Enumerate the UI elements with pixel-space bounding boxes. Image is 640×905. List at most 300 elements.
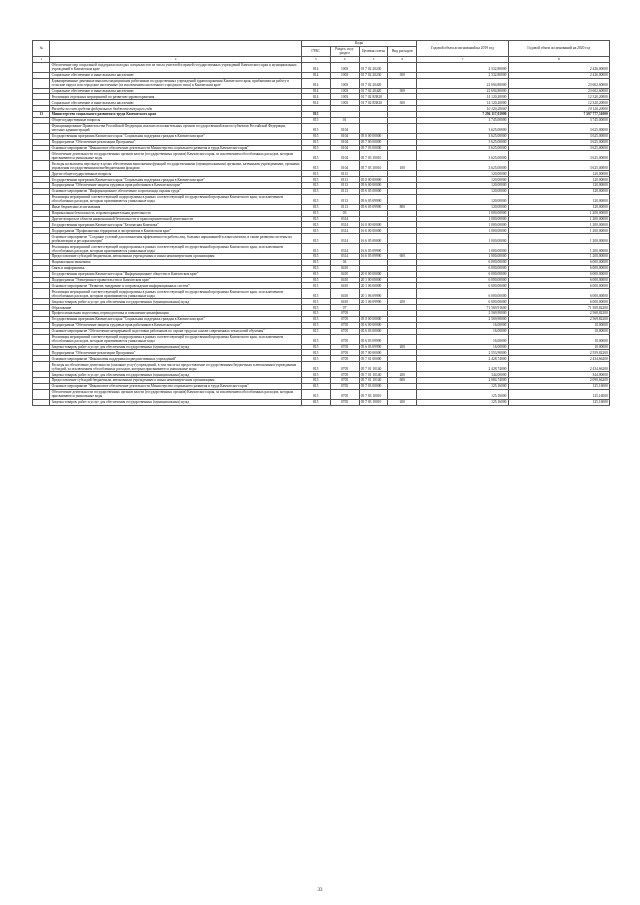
- row-name: Предоставление субсидий бюджетным, автономным учреждениям и иным некоммерческим организациям: [50, 378, 301, 384]
- row-sum-2020: 6 000,00000: [508, 265, 609, 271]
- row-razdel: 0104: [330, 123, 359, 133]
- row-razdel: 0705: [330, 362, 359, 372]
- row-sum-2020: 3 625,00000: [508, 161, 609, 171]
- row-name: Закупка товаров, работ и услуг для обеспечения государственных (муниципальных) нужд: [50, 299, 301, 305]
- row-sum-2019: 6 000,00000: [417, 289, 508, 299]
- row-sum-2019: 6 000,00000: [417, 283, 508, 289]
- row-sum-2019: 120,00000: [417, 194, 508, 204]
- row-name: Обеспечение деятельности государственных органов власти (государственных органов) Камчатского края, за исключением обособленных расходов, которым присваиваются уникальные коды: [50, 389, 301, 399]
- row-expense-type: 200: [388, 299, 417, 305]
- row-grbs: 815: [301, 123, 330, 133]
- row-grbs: 815: [301, 216, 330, 222]
- row-razdel: 0705: [330, 328, 359, 334]
- row-number: [33, 399, 50, 405]
- row-target-article: 16 6 05 00000: [359, 234, 388, 244]
- row-grbs: 815: [301, 389, 330, 399]
- row-sum-2019: 14 120,20000: [417, 100, 508, 106]
- row-name: Реализация мероприятий соответствующей подпрограммы в рамках соответствующей государственной программы Камчатского края, за исключением обособленных расходов, которым присваиваются уникальные коды: [50, 194, 301, 204]
- header-expense-type: Вид расходов: [388, 46, 417, 56]
- row-grbs: 815: [301, 254, 330, 260]
- row-sum-2020: 10,00000: [508, 328, 609, 334]
- row-number: [33, 123, 50, 133]
- row-razdel: 1003: [330, 88, 359, 94]
- row-sum-2020: 3 745,00000: [508, 117, 609, 123]
- row-grbs: 815: [301, 316, 330, 322]
- row-target-article: 05 6 00 00000: [359, 183, 388, 189]
- row-name: Подпрограмма "Обеспечение реализации Программы": [50, 350, 301, 356]
- row-grbs: 815: [301, 322, 330, 328]
- row-sum-2020: 1 200,00000: [508, 244, 609, 254]
- row-grbs: 815: [301, 299, 330, 305]
- row-sum-2020: 3 625,00000: [508, 145, 609, 151]
- row-sum-2020: 23 602,60000: [508, 88, 609, 94]
- header-sum-2020: Годовой объем ассигнований на 2020 год: [508, 41, 609, 57]
- row-name: Расходы на выплаты персоналу в целях обеспечения выполнения функций государственными (муниципальными) органами, казенными учреждениями, органами управления государственными внебюджетными фондами: [51, 161, 300, 170]
- row-razdel: 0104: [330, 161, 359, 171]
- row-grbs: 815: [301, 204, 330, 210]
- row-target-article: 01 7 02 20230: [359, 62, 388, 72]
- row-sum-2020: 1 200,00000: [508, 222, 609, 228]
- row-grbs: 815: [301, 356, 330, 362]
- row-grbs: 815: [301, 271, 330, 277]
- row-grbs: 814: [301, 94, 330, 100]
- row-name: Закупка товаров, работ и услуг для обеспечения государственных (муниципальных) нужд: [50, 372, 301, 378]
- row-target-article: 16 6 05 09990: [359, 254, 388, 260]
- row-target-article: 05 7 03 10010: [359, 399, 388, 405]
- row-number: [33, 78, 50, 88]
- row-name: Основное мероприятие "Финансовая поддержка подведомственных учреждений": [50, 356, 301, 362]
- table-row: [33, 234, 610, 244]
- row-razdel: 07: [330, 305, 359, 311]
- row-grbs: 814: [301, 78, 330, 88]
- table-row: [33, 151, 610, 161]
- row-grbs: 815: [301, 177, 330, 183]
- row-sum-2020: 12 320,20000: [508, 94, 609, 100]
- row-grbs: 815: [301, 194, 330, 204]
- row-name: Основное мероприятие "Финансовое обеспечение деятельности Министерства социального развития и труда Камчатского края": [50, 383, 301, 389]
- row-razdel: 0113: [330, 188, 359, 194]
- table-row: [33, 244, 610, 254]
- row-razdel: 0705: [330, 322, 359, 328]
- row-sum-2019: 3 625,00000: [417, 151, 508, 161]
- row-razdel: 0705: [330, 311, 359, 317]
- row-sum-2020: 2 090,66200: [508, 378, 609, 384]
- row-sum-2019: 16,00000: [417, 328, 508, 334]
- row-target-article: 16 6 05 09990: [359, 244, 388, 254]
- row-target-article: 16 6 00 00000: [359, 228, 388, 234]
- row-number: [33, 234, 50, 244]
- row-expense-type: [388, 289, 417, 299]
- row-grbs: 814: [301, 100, 330, 106]
- row-name: Основное мероприятие "Создание условий для повышения эффективности работы лиц, больных наркоманией и алкоголизмом, в также развития системы их реабилитации и ресоциализации": [50, 234, 301, 244]
- row-target-article: 05 0 00 00000: [359, 133, 388, 139]
- row-razdel: 1003: [330, 94, 359, 100]
- row-razdel: 0705: [330, 378, 359, 384]
- row-name: Другие вопросы в области национальной безопасности и правоохранительной деятельности: [50, 216, 301, 222]
- row-name: Подпрограмма "Профилактика терроризма и экстремизма в Камчатском крае": [50, 228, 301, 234]
- row-target-article: 20 1 06 09990: [359, 289, 388, 299]
- table-row: [33, 194, 610, 204]
- row-name: Профессиональная подготовка, переподготовка и повышение квалификации: [50, 311, 301, 317]
- row-razdel: 0314: [330, 234, 359, 244]
- row-grbs: 815: [301, 171, 330, 177]
- row-target-article: 05 7 01 00000: [359, 356, 388, 362]
- row-name: Общегосударственные вопросы: [50, 117, 301, 123]
- row-grbs: 815: [301, 334, 330, 344]
- row-sum-2019: 16,00000: [417, 344, 508, 350]
- row-sum-2020: 3 625,00000: [508, 123, 609, 133]
- row-name: Образование: [50, 305, 301, 311]
- row-name: Реализация отдельных мероприятий по развитию здравоохранения: [50, 94, 301, 100]
- row-target-article: 05 0 00 00000: [359, 316, 388, 322]
- row-expense-type: 300: [388, 88, 417, 94]
- row-target-article: 05 6 03 09990: [359, 344, 388, 350]
- row-name: Закупка товаров, работ и услуг для обеспечения государственных (муниципальных) нужд: [50, 344, 301, 350]
- row-number: 13: [33, 112, 50, 118]
- row-name: Министерство социального развития и труда Камчатского края: [50, 112, 301, 118]
- row-expense-type: 200: [388, 399, 417, 405]
- row-grbs: 815: [301, 259, 330, 265]
- row-sum-2020: 125,16000: [508, 399, 609, 405]
- row-sum-2019: 14 120,20000: [417, 94, 508, 100]
- row-sum-2020: 1 200,00000: [508, 228, 609, 234]
- row-sum-2020: 120,00000: [508, 188, 609, 194]
- row-name: Иные бюджетные ассигнования: [50, 204, 301, 210]
- row-expense-type: 600: [388, 254, 417, 260]
- row-number: [33, 151, 50, 161]
- row-sum-2020: 3 625,00000: [508, 133, 609, 139]
- row-target-article: 05 6 03 00000: [359, 328, 388, 334]
- row-grbs: 815: [301, 265, 330, 271]
- row-sum-2019: 71 569,91600: [417, 305, 508, 311]
- row-expense-type: [388, 62, 417, 72]
- row-razdel: 03: [330, 210, 359, 216]
- column-index: 8: [508, 56, 609, 62]
- row-number: [33, 389, 50, 399]
- row-sum-2020: 120,00000: [508, 194, 609, 204]
- row-sum-2020: 1 200,00000: [508, 254, 609, 260]
- row-name: Подпрограмма "Электронное правительство в Камчатском крае": [50, 277, 301, 283]
- row-sum-2020: 344,00000: [508, 372, 609, 378]
- row-grbs: 815: [301, 277, 330, 283]
- header-sum-2019: Годовой объем ассигнований на 2019 год: [417, 41, 508, 57]
- row-sum-2020: 2 426,00000: [508, 72, 609, 78]
- row-sum-2019: 6 000,00000: [417, 265, 508, 271]
- row-name: Подпрограмма "Обеспечение защиты трудовых прав работников в Камчатском крае": [50, 183, 301, 189]
- row-sum-2019: 6 000,00000: [417, 259, 508, 265]
- column-index: 2: [50, 56, 301, 62]
- row-name: Расходы на обеспечение деятельности (оказание услуг) учреждений, в том числе на предоставление государственным бюджетным и автономным учреждениям субсидий, за исключением обособленных расходов, которым присваиваются уникальные коды: [50, 362, 301, 372]
- budget-table: [32, 40, 610, 406]
- row-expense-type: [388, 123, 417, 133]
- row-razdel: 0705: [330, 372, 359, 378]
- row-number: [33, 62, 50, 72]
- row-name: Другие общегосударственные вопросы: [50, 171, 301, 177]
- row-sum-2019: 125,16000: [417, 383, 508, 389]
- row-sum-2020: 125,16000: [508, 389, 609, 399]
- header-codes: Коды: [301, 41, 417, 47]
- row-target-article: 05 6 05 09990: [359, 194, 388, 204]
- row-sum-2020: 6 000,00000: [508, 259, 609, 265]
- row-sum-2019: 6 000,00000: [417, 299, 508, 305]
- row-sum-2020: 6 000,00000: [508, 277, 609, 283]
- row-sum-2020: 23 602,60000: [508, 78, 609, 88]
- row-number: [33, 362, 50, 372]
- row-target-article: [359, 123, 388, 133]
- row-razdel: 0113: [330, 171, 359, 177]
- row-target-article: 05 7 03 10010: [359, 161, 388, 171]
- row-razdel: 0410: [330, 283, 359, 289]
- row-name: Основное мероприятие "Финансовое обеспечение деятельности Министерства социального развития и труда Камчатского края": [50, 145, 301, 151]
- row-razdel: 0705: [330, 316, 359, 322]
- row-razdel: 0104: [330, 145, 359, 151]
- row-sum-2020: 10 120,20000: [508, 106, 609, 112]
- row-sum-2020: 6 000,00000: [508, 271, 609, 277]
- row-grbs: 814: [301, 88, 330, 94]
- row-expense-type: [388, 244, 417, 254]
- row-expense-type: 200: [388, 344, 417, 350]
- row-name: Государственная программа Камчатского края "Безопасная Камчатка": [50, 222, 301, 228]
- row-name: Обеспечение деятельности государственных органов власти (государственных органов) Камчатского края, за исключением обособленных расходов, которым присваиваются уникальные коды: [50, 151, 301, 161]
- row-razdel: 0410: [330, 289, 359, 299]
- row-grbs: 815: [301, 399, 330, 405]
- row-grbs: 815: [301, 328, 330, 334]
- row-expense-type: 300: [388, 72, 417, 78]
- row-target-article: 20 1 06 09990: [359, 299, 388, 305]
- row-name: Реализация мероприятий соответствующей подпрограммы в рамках соответствующей государственной программы Камчатского края, за исключением обособленных расходов, которым присваиваются уникальные коды: [50, 334, 301, 344]
- row-sum-2020: 2 569,82200: [508, 316, 609, 322]
- row-sum-2019: 120,00000: [417, 183, 508, 189]
- row-expense-type: [388, 78, 417, 88]
- row-sum-2020: 1 200,00000: [508, 216, 609, 222]
- row-razdel: 0104: [330, 139, 359, 145]
- row-sum-2019: 3 625,00000: [417, 161, 508, 171]
- row-sum-2020: 2 568,82200: [508, 311, 609, 317]
- column-index: 1: [33, 56, 50, 62]
- row-sum-2020: 1 200,00000: [508, 234, 609, 244]
- header-grbs: ГРБС: [301, 46, 330, 56]
- row-sum-2020: 120,00000: [508, 204, 609, 210]
- header-razdel: Раздел, под- раздел: [330, 46, 359, 56]
- row-grbs: 815: [301, 112, 330, 118]
- row-sum-2019: 1 000,00000: [417, 216, 508, 222]
- row-target-article: 05 6 00 00000: [359, 322, 388, 328]
- row-expense-type: [388, 194, 417, 204]
- row-sum-2019: 2 553,90000: [417, 350, 508, 356]
- row-sum-2019: 3 625,00000: [417, 133, 508, 139]
- row-sum-2019: 1 000,00000: [417, 210, 508, 216]
- row-razdel: 0705: [330, 350, 359, 356]
- row-sum-2020: 2 559,82200: [508, 350, 609, 356]
- row-name: Основное мероприятие "Обеспечение непрерывной подготовки работников по охране труда на основе современных технологий обучения": [50, 328, 301, 334]
- row-grbs: 815: [301, 305, 330, 311]
- row-sum-2019: 1 000,00000: [417, 254, 508, 260]
- row-sum-2020: 6 000,00000: [508, 289, 609, 299]
- row-target-article: 20 1 00 00000: [359, 277, 388, 283]
- row-sum-2019: 6 000,00000: [417, 271, 508, 277]
- row-razdel: 1003: [330, 100, 359, 106]
- row-expense-type: [388, 389, 417, 399]
- table-row: [33, 289, 610, 299]
- row-sum-2019: 125,16000: [417, 389, 508, 399]
- row-number: [33, 194, 50, 204]
- row-sum-2019: 120,00000: [417, 171, 508, 177]
- row-razdel: 0705: [330, 383, 359, 389]
- row-razdel: 0705: [330, 334, 359, 344]
- row-sum-2019: 344,00000: [417, 372, 508, 378]
- row-name: Подпрограмма "Обеспечение реализации Программы": [50, 139, 301, 145]
- row-sum-2019: 120,00000: [417, 188, 508, 194]
- table-row: [33, 334, 610, 344]
- row-target-article: 05 6 05 09990: [359, 204, 388, 210]
- row-sum-2019: 3 625,00000: [417, 145, 508, 151]
- row-target-article: 01 7 02 20420: [359, 88, 388, 94]
- row-target-article: 05 0 00 00000: [359, 177, 388, 183]
- row-sum-2019: 22 694,80000: [417, 78, 508, 88]
- row-sum-2020: 120,00000: [508, 183, 609, 189]
- row-target-article: 20 1 06 00000: [359, 283, 388, 289]
- row-razdel: 1003: [330, 62, 359, 72]
- row-grbs: 815: [301, 372, 330, 378]
- row-name: Связь и информатика: [50, 265, 301, 271]
- row-name: Национальная экономика: [50, 259, 301, 265]
- header-name: [50, 41, 301, 57]
- row-sum-2019: 2 428,74000: [417, 356, 508, 362]
- row-number: [33, 161, 50, 171]
- row-name: Единовременные денежные выплаты медицинским работникам государственных учреждений здравоохранения Камчатского края, прибывшим на работу в сельские округа или городские населенные (за исключением населенного городского типа) в Камчатском крае: [50, 78, 301, 88]
- row-grbs: 815: [301, 283, 330, 289]
- row-expense-type: 300: [388, 100, 417, 106]
- row-razdel: 0705: [330, 389, 359, 399]
- row-razdel: 0314: [330, 222, 359, 228]
- column-index: 3: [301, 56, 330, 62]
- header-number: №: [33, 41, 50, 57]
- row-target-article: 05 7 03 10010: [359, 151, 388, 161]
- row-target-article: 05 7 00 00000: [359, 139, 388, 145]
- table-row: [33, 399, 610, 405]
- row-grbs: 815: [301, 183, 330, 189]
- row-sum-2019: 2 428,74000: [417, 362, 508, 372]
- row-expense-type: 800: [388, 204, 417, 210]
- row-target-article: 05 7 01 10140: [359, 378, 388, 384]
- row-target-article: 01 7 02 R3820: [359, 100, 388, 106]
- row-grbs: 814: [301, 72, 330, 78]
- row-sum-2020: 6 000,00000: [508, 283, 609, 289]
- row-target-article: 05 6 03 09990: [359, 334, 388, 344]
- row-target-article: 20 0 00 00000: [359, 271, 388, 277]
- row-name: Государственная программа Камчатского края "Социальная поддержка граждан в Камчатском крае": [50, 316, 301, 322]
- row-target-article: 05 7 01 10140: [359, 362, 388, 372]
- row-razdel: 1003: [330, 78, 359, 88]
- row-sum-2019: 1 000,00000: [417, 228, 508, 234]
- row-name: Обеспечение мер социальной поддержки молодых специалистов из числа учителей и врачей государственных учреждений Камчатского края и муниципальных учреждений в Камчатском крае: [50, 62, 301, 72]
- row-grbs: 815: [301, 228, 330, 234]
- row-grbs: 815: [301, 145, 330, 151]
- row-expense-type: 600: [388, 378, 417, 384]
- row-target-article: 01 7 02 20230: [359, 72, 388, 78]
- row-number: [33, 289, 50, 299]
- row-grbs: 815: [301, 210, 330, 216]
- row-razdel: 0705: [330, 344, 359, 350]
- row-name: Реализация мероприятий соответствующей подпрограммы в рамках соответствующей государственной программы Камчатского края, за исключением обособленных расходов, которым присваиваются уникальные коды: [50, 244, 301, 254]
- row-number: [33, 334, 50, 344]
- row-name: Государственная программа Камчатского края "Информационное общество в Камчатском крае": [50, 271, 301, 277]
- row-sum-2020: 10,00000: [508, 334, 609, 344]
- row-sum-2019: 3 745,00000: [417, 117, 508, 123]
- row-target-article: 05 7 01 10140: [359, 372, 388, 378]
- row-grbs: 815: [301, 350, 330, 356]
- row-sum-2020: 125,16000: [508, 383, 609, 389]
- row-target-article: 05 7 00 00000: [359, 350, 388, 356]
- row-razdel: 1003: [330, 72, 359, 78]
- row-sum-2020: 2 434,66200: [508, 356, 609, 362]
- row-name: Функционирование Правительства Российской Федерации, высших исполнительных органов государственной власти субъектов Российской Федерации, местных администраций: [50, 123, 301, 133]
- row-name: Национальная безопасность и правоохранительная деятельность: [50, 210, 301, 216]
- row-sum-2020: 3 625,00000: [508, 151, 609, 161]
- row-grbs: 815: [301, 133, 330, 139]
- row-sum-2019: 2 332,80000: [417, 72, 508, 78]
- row-razdel: 0113: [330, 177, 359, 183]
- row-sum-2020: 7 507 777,51000: [508, 112, 609, 118]
- row-name: Социальное обеспечение и иные выплаты населению: [50, 88, 301, 94]
- row-expense-type: 200: [388, 372, 417, 378]
- row-razdel: 0314: [330, 228, 359, 234]
- row-razdel: 01: [330, 117, 359, 123]
- row-razdel: 0705: [330, 399, 359, 405]
- row-razdel: 0410: [330, 299, 359, 305]
- row-sum-2019: 16,00000: [417, 334, 508, 344]
- row-sum-2019: 6 000,00000: [417, 277, 508, 283]
- row-sum-2019: 2 332,80000: [417, 62, 508, 72]
- row-target-article: 01 7 02 R3820: [359, 94, 388, 100]
- column-index: 7: [417, 56, 508, 62]
- row-sum-2019: 10 120,20000: [417, 106, 508, 112]
- row-sum-2019: 125,16000: [417, 399, 508, 405]
- row-sum-2020: 2 434,66200: [508, 362, 609, 372]
- row-sum-2019: 7 294 117,01000: [417, 112, 508, 118]
- table-body: [33, 56, 610, 405]
- row-razdel: 0410: [330, 265, 359, 271]
- row-grbs: 815: [301, 222, 330, 228]
- row-sum-2019: 1 000,00000: [417, 222, 508, 228]
- table-row: [33, 389, 610, 399]
- row-sum-2020: 10,00000: [508, 344, 609, 350]
- row-sum-2020: 6 000,00000: [508, 299, 609, 305]
- row-grbs: 815: [301, 344, 330, 350]
- row-sum-2020: 120,00000: [508, 177, 609, 183]
- page-number: 33: [317, 888, 323, 893]
- row-name: Реализация мероприятий соответствующей подпрограммы в рамках соответствующей государственной программы Камчатского края, за исключением обособленных расходов, которым присваиваются уникальные коды: [50, 289, 301, 299]
- row-razdel: 0314: [330, 254, 359, 260]
- row-sum-2020: 12 320,20000: [508, 100, 609, 106]
- row-razdel: 0410: [330, 277, 359, 283]
- row-sum-2019: 120,00000: [417, 177, 508, 183]
- row-expense-type: [388, 334, 417, 344]
- row-name: Расходы за счет средств федерального бюджета текущего года: [50, 106, 301, 112]
- header-target-article: Целевая статья: [359, 46, 388, 56]
- row-sum-2019: 2 569,90000: [417, 316, 508, 322]
- row-target-article: 05 7 03 10010: [359, 389, 388, 399]
- row-sum-2019: 2 084,74000: [417, 378, 508, 384]
- row-razdel: 0314: [330, 244, 359, 254]
- column-index: 5: [359, 56, 388, 62]
- row-sum-2019: 3 625,00000: [417, 139, 508, 145]
- row-razdel: 0113: [330, 204, 359, 210]
- table-row: [33, 123, 610, 133]
- row-name: Социальное обеспечение и иные выплаты населению: [50, 100, 301, 106]
- row-sum-2019: 16,00000: [417, 322, 508, 328]
- table-row: [33, 362, 610, 372]
